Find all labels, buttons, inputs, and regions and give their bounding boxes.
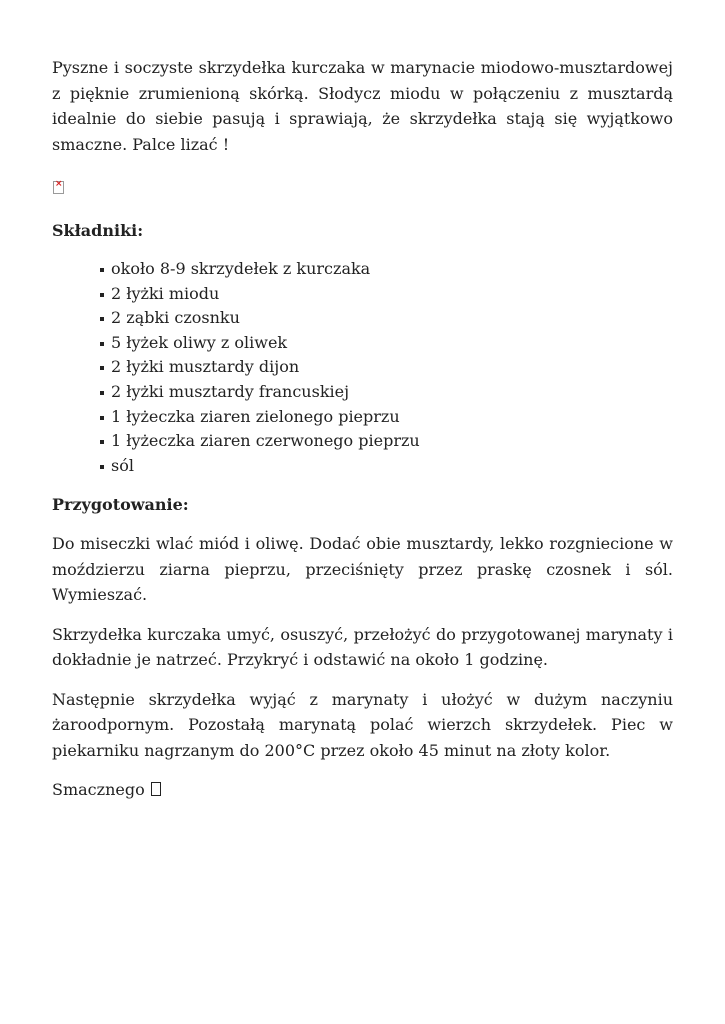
list-item: 2 ząbki czosnku bbox=[100, 306, 673, 331]
closing-line bbox=[52, 777, 673, 803]
closing-text: Smacznego bbox=[52, 780, 145, 800]
recipe-document bbox=[52, 55, 673, 803]
list-item: 5 łyżek oliwy z oliwek bbox=[100, 331, 673, 356]
list-item: 1 łyżeczka ziaren czerwonego pieprzu bbox=[100, 429, 673, 454]
intro-paragraph: Pyszne i soczyste skrzydełka kurczaka w marynacie miodowo-musztardowej z pięknie zrumienioną skórką. Słodycz miodu w połączeniu z musztardą idealnie do siebie pasują i sprawiają, że skrzydełka stają się wyjątkowo smaczne. Palce lizać ! bbox=[52, 58, 673, 154]
list-item: sól bbox=[100, 454, 673, 479]
list-item: około 8-9 skrzydełek z kurczaka bbox=[100, 257, 673, 282]
ingredients-heading: Składniki: bbox=[52, 221, 144, 240]
preparation-step: Skrzydełka kurczaka umyć, osuszyć, przełożyć do przygotowanej marynaty i dokładnie je natrzeć. Przykryć i odstawić na około 1 godzinę. bbox=[52, 624, 673, 670]
list-item: 2 łyżki musztardy francuskiej bbox=[100, 380, 673, 405]
list-item: 2 łyżki musztardy dijon bbox=[100, 355, 673, 380]
preparation-heading: Przygotowanie: bbox=[52, 495, 189, 515]
preparation-step: Następnie skrzydełka wyjąć z marynaty i ułożyć w dużym naczyniu żaroodpornym. Pozostałą marynatą polać wierzch skrzydełek. Piec w piekarniku nagrzanym do 200°C przez około 45 minut na złoty kolor. bbox=[52, 689, 673, 760]
missing-glyph-icon bbox=[151, 782, 161, 796]
ingredients-list bbox=[52, 257, 673, 478]
list-item: 2 łyżki miodu bbox=[100, 282, 673, 307]
list-item: 1 łyżeczka ziaren zielonego pieprzu bbox=[100, 405, 673, 430]
preparation-step: Do miseczki wlać miód i oliwę. Dodać obie musztardy, lekko rozgniecione w moździerzu ziarna pieprzu, przeciśnięty przez praskę czosnek i sól. Wymieszać. bbox=[52, 534, 673, 605]
broken-image-icon: × bbox=[53, 181, 64, 194]
